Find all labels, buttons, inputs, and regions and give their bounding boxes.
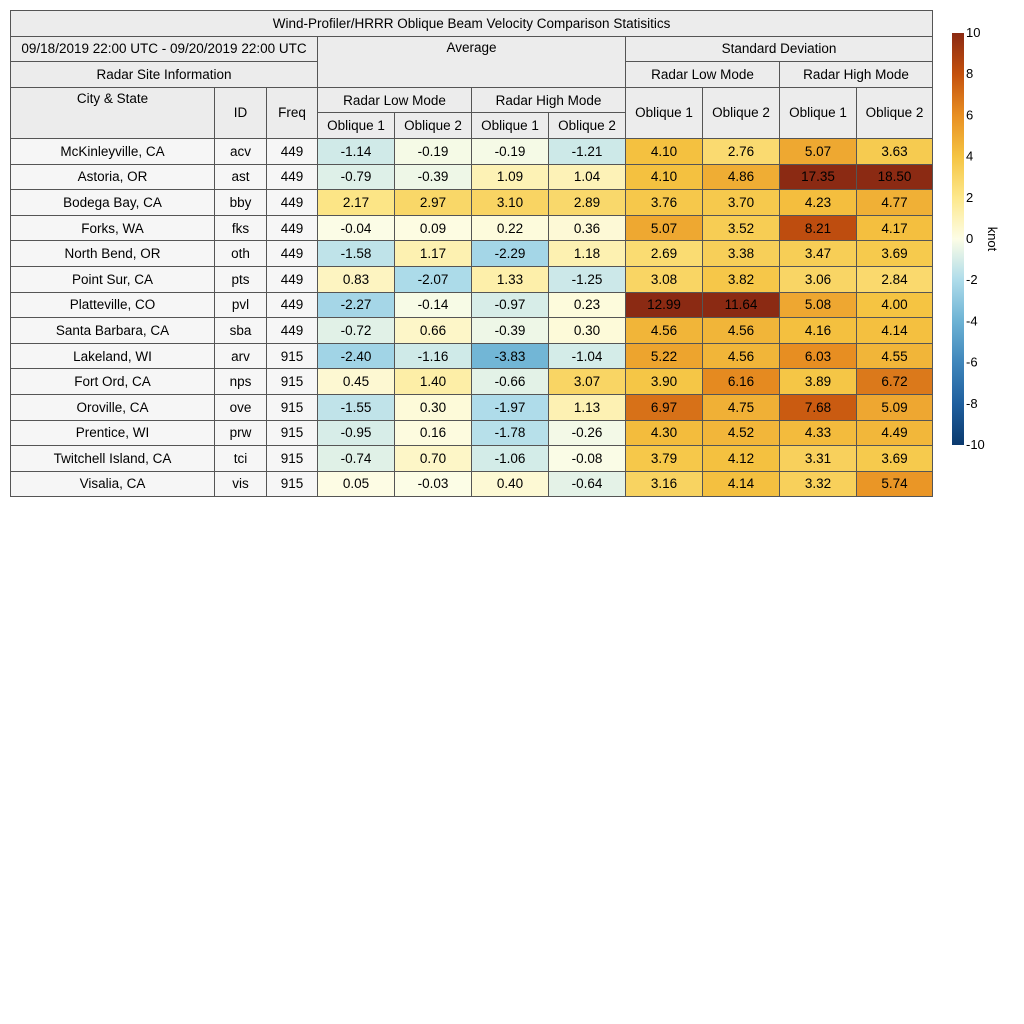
- site-freq: 449: [267, 164, 318, 190]
- table-row: [11, 369, 933, 395]
- avg-high-oblique1-cell: -3.83: [472, 343, 549, 369]
- std-high-oblique2-cell: 5.09: [857, 394, 933, 420]
- freq-header: Freq: [267, 87, 318, 138]
- date-range: 09/18/2019 22:00 UTC - 09/20/2019 22:00 UTC: [11, 36, 318, 62]
- std-low-oblique2-cell: 3.82: [703, 266, 780, 292]
- site-city: Fort Ord, CA: [11, 369, 215, 395]
- colorbar-tick-label: -4: [966, 313, 978, 329]
- std-low-oblique1-cell: 4.10: [626, 138, 703, 164]
- avg-high-oblique1-cell: -0.39: [472, 318, 549, 344]
- site-city: Astoria, OR: [11, 164, 215, 190]
- avg-high-oblique1-cell: -0.19: [472, 138, 549, 164]
- site-info-header: Radar Site Information: [11, 62, 318, 88]
- site-city: Forks, WA: [11, 215, 215, 241]
- avg-high-oblique2-cell: 0.30: [549, 318, 626, 344]
- std-low-oblique2-cell: 3.52: [703, 215, 780, 241]
- std-low-oblique2-cell: 4.86: [703, 164, 780, 190]
- colorbar-tick-label: 4: [966, 148, 974, 164]
- std-high-oblique1-cell: 6.03: [780, 343, 857, 369]
- std-low-oblique1-cell: 4.10: [626, 164, 703, 190]
- avg-high-mode-header: Radar High Mode: [472, 87, 626, 113]
- std-dev-header: Standard Deviation: [626, 36, 933, 62]
- std-low-oblique2-cell: 3.38: [703, 241, 780, 267]
- site-city: Lakeland, WI: [11, 343, 215, 369]
- avg-low-oblique2-cell: 0.70: [395, 446, 472, 472]
- avg-low-oblique1-cell: -0.72: [318, 318, 395, 344]
- avg-low-oblique2-cell: 2.97: [395, 190, 472, 216]
- avg-low-oblique1-cell: -1.55: [318, 394, 395, 420]
- site-city: Santa Barbara, CA: [11, 318, 215, 344]
- table-row: [11, 394, 933, 420]
- std-low-oblique1-cell: 3.08: [626, 266, 703, 292]
- std-low-oblique1-cell: 4.30: [626, 420, 703, 446]
- std-low-oblique2-cell: 11.64: [703, 292, 780, 318]
- table-row: [11, 471, 933, 497]
- table-title: Wind-Profiler/HRRR Oblique Beam Velocity Comparison Statisitics: [11, 11, 933, 37]
- std-high-oblique2-cell: 3.69: [857, 446, 933, 472]
- site-city: Bodega Bay, CA: [11, 190, 215, 216]
- std-high-oblique2-cell: 6.72: [857, 369, 933, 395]
- std-high-oblique2-cell: 5.74: [857, 471, 933, 497]
- table-body: [11, 138, 933, 496]
- std-high-oblique1-cell: 5.08: [780, 292, 857, 318]
- std-low-oblique1-cell: 3.16: [626, 471, 703, 497]
- avg-low-oblique1-header: Oblique 1: [318, 113, 395, 139]
- table-row: [11, 446, 933, 472]
- std-high-oblique2-cell: 4.77: [857, 190, 933, 216]
- avg-high-oblique2-cell: 3.07: [549, 369, 626, 395]
- avg-high-oblique1-cell: -0.66: [472, 369, 549, 395]
- site-freq: 915: [267, 471, 318, 497]
- avg-high-oblique1-cell: -1.06: [472, 446, 549, 472]
- table-row: [11, 318, 933, 344]
- site-id: pts: [215, 266, 267, 292]
- std-high-oblique1-cell: 3.32: [780, 471, 857, 497]
- avg-high-oblique1-cell: -2.29: [472, 241, 549, 267]
- table-row: [11, 241, 933, 267]
- std-high-oblique1-cell: 3.47: [780, 241, 857, 267]
- avg-high-oblique2-cell: 0.23: [549, 292, 626, 318]
- site-city: Twitchell Island, CA: [11, 446, 215, 472]
- site-city: Oroville, CA: [11, 394, 215, 420]
- site-freq: 915: [267, 369, 318, 395]
- avg-low-oblique2-cell: 0.66: [395, 318, 472, 344]
- avg-low-oblique1-cell: -0.95: [318, 420, 395, 446]
- std-high-oblique2-cell: 2.84: [857, 266, 933, 292]
- std-high-oblique1-cell: 3.06: [780, 266, 857, 292]
- avg-high-oblique2-cell: -1.21: [549, 138, 626, 164]
- avg-high-oblique1-cell: -1.97: [472, 394, 549, 420]
- comparison-table: [10, 10, 933, 497]
- std-low-oblique1-cell: 3.79: [626, 446, 703, 472]
- avg-low-oblique1-cell: -0.04: [318, 215, 395, 241]
- avg-low-oblique2-cell: -0.39: [395, 164, 472, 190]
- avg-high-oblique2-cell: -1.25: [549, 266, 626, 292]
- colorbar-tick-label: 2: [966, 189, 974, 205]
- avg-high-oblique1-cell: -0.97: [472, 292, 549, 318]
- std-low-oblique2-cell: 4.12: [703, 446, 780, 472]
- avg-low-oblique2-cell: -0.19: [395, 138, 472, 164]
- std-high-oblique2-cell: 4.49: [857, 420, 933, 446]
- std-low-oblique2-cell: 4.52: [703, 420, 780, 446]
- table-row: [11, 266, 933, 292]
- avg-low-oblique1-cell: -1.58: [318, 241, 395, 267]
- avg-high-oblique2-cell: 1.13: [549, 394, 626, 420]
- site-id: fks: [215, 215, 267, 241]
- std-low-oblique2-header: Oblique 2: [703, 87, 780, 138]
- std-high-oblique1-cell: 8.21: [780, 215, 857, 241]
- std-low-oblique2-cell: 6.16: [703, 369, 780, 395]
- avg-low-mode-header: Radar Low Mode: [318, 87, 472, 113]
- site-id: ast: [215, 164, 267, 190]
- avg-low-oblique1-cell: -1.14: [318, 138, 395, 164]
- std-low-oblique1-cell: 2.69: [626, 241, 703, 267]
- site-city: North Bend, OR: [11, 241, 215, 267]
- table-row: [11, 420, 933, 446]
- site-city: Visalia, CA: [11, 471, 215, 497]
- std-high-oblique1-header: Oblique 1: [780, 87, 857, 138]
- avg-low-oblique2-cell: 1.40: [395, 369, 472, 395]
- avg-low-oblique2-cell: 0.09: [395, 215, 472, 241]
- site-city: Point Sur, CA: [11, 266, 215, 292]
- table-row: [11, 292, 933, 318]
- avg-high-oblique2-cell: -0.08: [549, 446, 626, 472]
- avg-low-oblique1-cell: 0.05: [318, 471, 395, 497]
- avg-high-oblique2-cell: -0.64: [549, 471, 626, 497]
- avg-high-oblique1-cell: 3.10: [472, 190, 549, 216]
- avg-high-oblique2-cell: 2.89: [549, 190, 626, 216]
- site-freq: 449: [267, 292, 318, 318]
- table-row: [11, 190, 933, 216]
- std-high-oblique2-cell: 3.69: [857, 241, 933, 267]
- std-high-oblique2-cell: 18.50: [857, 164, 933, 190]
- site-city: Platteville, CO: [11, 292, 215, 318]
- avg-low-oblique2-cell: -0.03: [395, 471, 472, 497]
- std-low-oblique1-header: Oblique 1: [626, 87, 703, 138]
- avg-low-oblique1-cell: -0.79: [318, 164, 395, 190]
- site-city: Prentice, WI: [11, 420, 215, 446]
- avg-high-oblique2-cell: -1.04: [549, 343, 626, 369]
- colorbar-label: knot: [985, 226, 1000, 252]
- city-state-header: City & State: [11, 87, 215, 138]
- std-high-oblique2-cell: 4.14: [857, 318, 933, 344]
- std-low-oblique1-cell: 12.99: [626, 292, 703, 318]
- avg-low-oblique2-cell: 1.17: [395, 241, 472, 267]
- colorbar-tick-label: -2: [966, 272, 978, 288]
- site-freq: 449: [267, 215, 318, 241]
- table-row: [11, 343, 933, 369]
- avg-low-oblique2-cell: 0.16: [395, 420, 472, 446]
- std-low-oblique2-cell: 4.75: [703, 394, 780, 420]
- colorbar-tick-label: -8: [966, 395, 978, 411]
- std-low-oblique1-cell: 6.97: [626, 394, 703, 420]
- avg-low-oblique2-cell: -1.16: [395, 343, 472, 369]
- std-low-oblique2-cell: 4.56: [703, 343, 780, 369]
- site-id: vis: [215, 471, 267, 497]
- std-low-oblique2-cell: 4.14: [703, 471, 780, 497]
- avg-high-oblique1-cell: 1.33: [472, 266, 549, 292]
- avg-high-oblique2-cell: -0.26: [549, 420, 626, 446]
- site-freq: 449: [267, 266, 318, 292]
- std-low-oblique1-cell: 3.90: [626, 369, 703, 395]
- table-row: [11, 215, 933, 241]
- site-freq: 449: [267, 241, 318, 267]
- std-low-oblique1-cell: 4.56: [626, 318, 703, 344]
- site-id: bby: [215, 190, 267, 216]
- avg-high-oblique1-cell: -1.78: [472, 420, 549, 446]
- site-id: nps: [215, 369, 267, 395]
- std-high-oblique1-cell: 4.33: [780, 420, 857, 446]
- avg-low-oblique2-header: Oblique 2: [395, 113, 472, 139]
- std-high-oblique2-cell: 4.17: [857, 215, 933, 241]
- std-high-mode-header: Radar High Mode: [780, 62, 933, 88]
- avg-low-oblique2-cell: -0.14: [395, 292, 472, 318]
- std-high-oblique1-cell: 17.35: [780, 164, 857, 190]
- avg-high-oblique1-header: Oblique 1: [472, 113, 549, 139]
- site-id: arv: [215, 343, 267, 369]
- std-high-oblique1-cell: 3.31: [780, 446, 857, 472]
- site-freq: 915: [267, 394, 318, 420]
- avg-low-oblique1-cell: -2.40: [318, 343, 395, 369]
- site-id: prw: [215, 420, 267, 446]
- avg-low-oblique1-cell: 0.83: [318, 266, 395, 292]
- avg-low-oblique1-cell: 2.17: [318, 190, 395, 216]
- std-low-mode-header: Radar Low Mode: [626, 62, 780, 88]
- colorbar-tick-label: 6: [966, 107, 974, 123]
- site-id: sba: [215, 318, 267, 344]
- std-high-oblique1-cell: 7.68: [780, 394, 857, 420]
- site-freq: 449: [267, 138, 318, 164]
- site-freq: 915: [267, 343, 318, 369]
- avg-low-oblique2-cell: 0.30: [395, 394, 472, 420]
- std-low-oblique2-cell: 2.76: [703, 138, 780, 164]
- colorbar-tick-label: 10: [966, 25, 981, 40]
- site-id: pvl: [215, 292, 267, 318]
- avg-high-oblique1-cell: 0.22: [472, 215, 549, 241]
- avg-high-oblique2-header: Oblique 2: [549, 113, 626, 139]
- site-city: McKinleyville, CA: [11, 138, 215, 164]
- colorbar-gradient: [952, 33, 964, 445]
- average-header: Average: [318, 36, 626, 87]
- site-freq: 449: [267, 190, 318, 216]
- site-id: tci: [215, 446, 267, 472]
- std-high-oblique1-cell: 4.23: [780, 190, 857, 216]
- avg-low-oblique1-cell: -0.74: [318, 446, 395, 472]
- avg-high-oblique2-cell: 0.36: [549, 215, 626, 241]
- site-freq: 915: [267, 446, 318, 472]
- std-low-oblique1-cell: 5.07: [626, 215, 703, 241]
- std-low-oblique1-cell: 5.22: [626, 343, 703, 369]
- avg-low-oblique1-cell: -2.27: [318, 292, 395, 318]
- std-high-oblique2-cell: 3.63: [857, 138, 933, 164]
- id-header: ID: [215, 87, 267, 138]
- std-high-oblique1-cell: 4.16: [780, 318, 857, 344]
- avg-high-oblique1-cell: 1.09: [472, 164, 549, 190]
- colorbar-tick-label: 8: [966, 66, 974, 82]
- std-high-oblique2-header: Oblique 2: [857, 87, 933, 138]
- site-id: acv: [215, 138, 267, 164]
- std-low-oblique2-cell: 3.70: [703, 190, 780, 216]
- std-high-oblique1-cell: 5.07: [780, 138, 857, 164]
- table-row: [11, 138, 933, 164]
- avg-high-oblique2-cell: 1.18: [549, 241, 626, 267]
- avg-high-oblique1-cell: 0.40: [472, 471, 549, 497]
- table-row: [11, 164, 933, 190]
- std-high-oblique2-cell: 4.55: [857, 343, 933, 369]
- avg-low-oblique2-cell: -2.07: [395, 266, 472, 292]
- avg-low-oblique1-cell: 0.45: [318, 369, 395, 395]
- colorbar: [952, 25, 1012, 458]
- std-high-oblique1-cell: 3.89: [780, 369, 857, 395]
- site-freq: 915: [267, 420, 318, 446]
- colorbar-tick-label: 0: [966, 231, 974, 246]
- site-id: ove: [215, 394, 267, 420]
- colorbar-tick-label: -10: [966, 437, 985, 452]
- colorbar-tick-label: -6: [966, 354, 978, 370]
- std-low-oblique1-cell: 3.76: [626, 190, 703, 216]
- site-id: oth: [215, 241, 267, 267]
- std-high-oblique2-cell: 4.00: [857, 292, 933, 318]
- site-freq: 449: [267, 318, 318, 344]
- std-low-oblique2-cell: 4.56: [703, 318, 780, 344]
- avg-high-oblique2-cell: 1.04: [549, 164, 626, 190]
